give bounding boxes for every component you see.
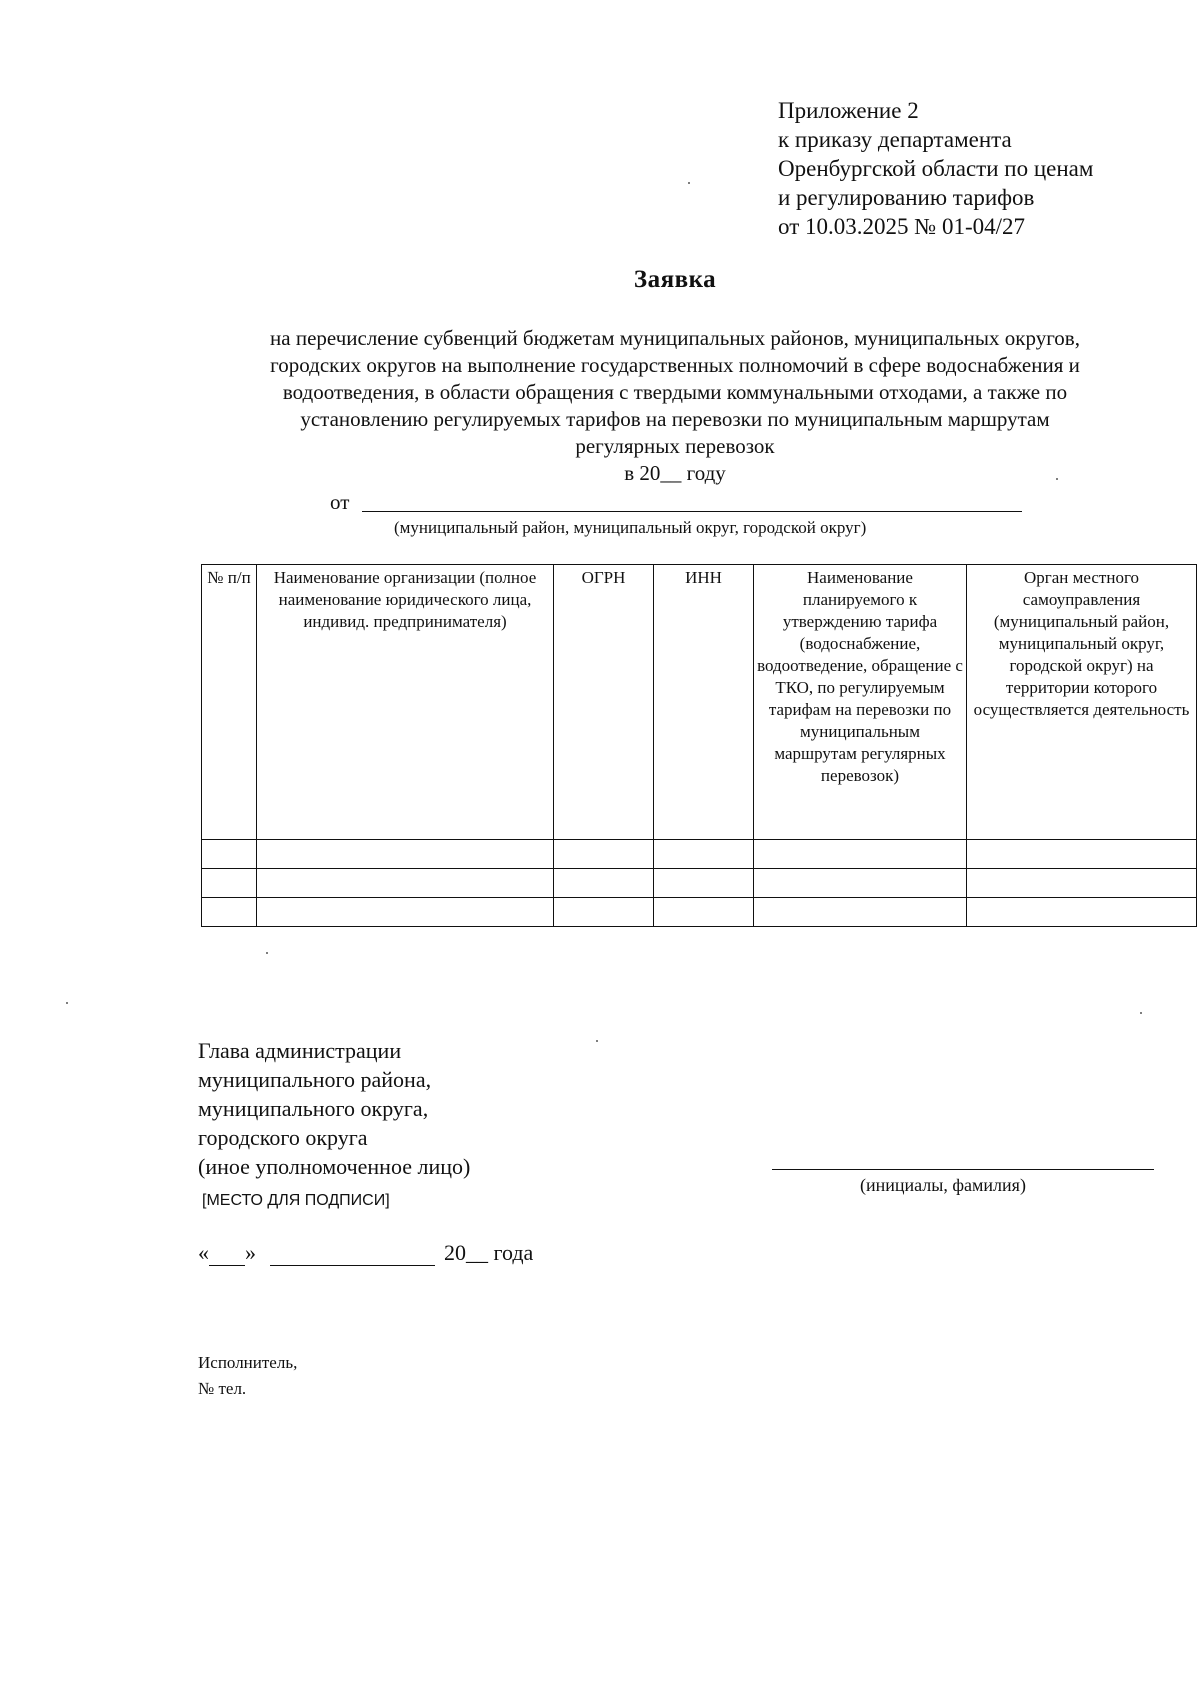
table-cell[interactable] xyxy=(754,869,967,898)
signatory-line: муниципального округа, xyxy=(198,1096,429,1121)
table-cell[interactable] xyxy=(967,840,1197,869)
table-cell[interactable] xyxy=(202,898,257,927)
col-header-organization: Наименование организации (полное наименование юридического лица, индивид. предпринимателя) xyxy=(257,565,554,840)
table-cell[interactable] xyxy=(554,898,654,927)
signatory-title xyxy=(198,1036,470,1181)
subtitle-line: установлению регулируемых тарифов на перевозки по муниципальным маршрутам xyxy=(300,407,1050,431)
scan-speck xyxy=(1056,478,1058,480)
signature-placeholder[interactable]: [МЕСТО ДЛЯ ПОДПИСИ] xyxy=(202,1192,390,1209)
from-label: от xyxy=(330,490,350,514)
table-cell[interactable] xyxy=(554,840,654,869)
date-quote-close: » xyxy=(245,1240,256,1265)
signatory-line: (иное уполномоченное лицо) xyxy=(198,1154,471,1179)
col-header-authority: Орган местного самоуправления (муниципальный район, муниципальный округ, городской округ) на территории которого осуществляется деятельность xyxy=(967,565,1197,840)
scan-speck xyxy=(266,952,268,954)
application-table xyxy=(201,564,1197,927)
col-header-number: № п/п xyxy=(202,565,257,840)
appendix-line: к приказу департамента xyxy=(778,127,1012,152)
signatory-line: муниципального района, xyxy=(198,1067,432,1092)
scan-speck xyxy=(596,1040,598,1042)
subtitle-line: водоотведения, в области обращения с твердыми коммунальными отходами, а также по xyxy=(282,380,1068,404)
table-row xyxy=(202,898,1197,927)
executor-phone-line: № тел. xyxy=(198,1379,247,1398)
name-fill-line[interactable] xyxy=(772,1169,1154,1170)
date-quote-open: « xyxy=(198,1240,209,1265)
col-header-inn: ИНН xyxy=(654,565,754,840)
signatory-line: городского округа xyxy=(198,1125,368,1150)
subtitle-line: на перечисление субвенций бюджетам муниципальных районов, муниципальных округов, xyxy=(270,326,1080,350)
table-cell[interactable] xyxy=(554,869,654,898)
signatory-line: Глава администрации xyxy=(198,1038,402,1063)
table-row xyxy=(202,869,1197,898)
table-cell[interactable] xyxy=(202,840,257,869)
executor-line: Исполнитель, xyxy=(198,1353,298,1372)
table-header-row xyxy=(202,565,1197,840)
appendix-line: Приложение 2 xyxy=(778,98,919,123)
from-hint: (муниципальный район, муниципальный округ, городской округ) xyxy=(394,518,867,537)
table-cell[interactable] xyxy=(257,869,554,898)
table-cell[interactable] xyxy=(654,840,754,869)
executor-block xyxy=(198,1350,297,1402)
table-cell[interactable] xyxy=(654,898,754,927)
table-cell[interactable] xyxy=(257,898,554,927)
scan-speck xyxy=(688,182,690,184)
from-fill-line[interactable] xyxy=(362,511,1022,512)
scan-speck xyxy=(66,1002,68,1004)
table-cell[interactable] xyxy=(654,869,754,898)
table-cell[interactable] xyxy=(202,869,257,898)
table-cell[interactable] xyxy=(967,898,1197,927)
table-cell[interactable] xyxy=(967,869,1197,898)
table-cell[interactable] xyxy=(754,840,967,869)
col-header-tariff: Наименование планируемого к утверждению тарифа (водоснабжение, водоотведение, обращение с ТКО, по регулируемым тарифам на перевозки по муниципальным маршрутам регулярных перевозок) xyxy=(754,565,967,840)
appendix-reference xyxy=(778,96,1093,241)
name-hint: (инициалы, фамилия) xyxy=(860,1175,1026,1195)
document-subtitle xyxy=(200,325,1150,487)
date-row xyxy=(198,1240,533,1266)
table-cell[interactable] xyxy=(257,840,554,869)
subtitle-line: городских округов на выполнение государственных полномочий в сфере водоснабжения и xyxy=(270,353,1080,377)
month-blank[interactable] xyxy=(270,1265,435,1266)
date-year: 20__ года xyxy=(444,1240,534,1265)
table-cell[interactable] xyxy=(754,898,967,927)
document-title: Заявка xyxy=(633,266,717,293)
scan-speck xyxy=(1140,1012,1142,1014)
subtitle-year-line: в 20__ году xyxy=(624,461,726,485)
appendix-line: от 10.03.2025 № 01-04/27 xyxy=(778,214,1025,239)
appendix-line: и регулированию тарифов xyxy=(778,185,1035,210)
appendix-line: Оренбургской области по ценам xyxy=(778,156,1094,181)
subtitle-line: регулярных перевозок xyxy=(575,434,775,458)
table-row xyxy=(202,840,1197,869)
day-blank[interactable] xyxy=(209,1265,245,1266)
col-header-ogrn: ОГРН xyxy=(554,565,654,840)
